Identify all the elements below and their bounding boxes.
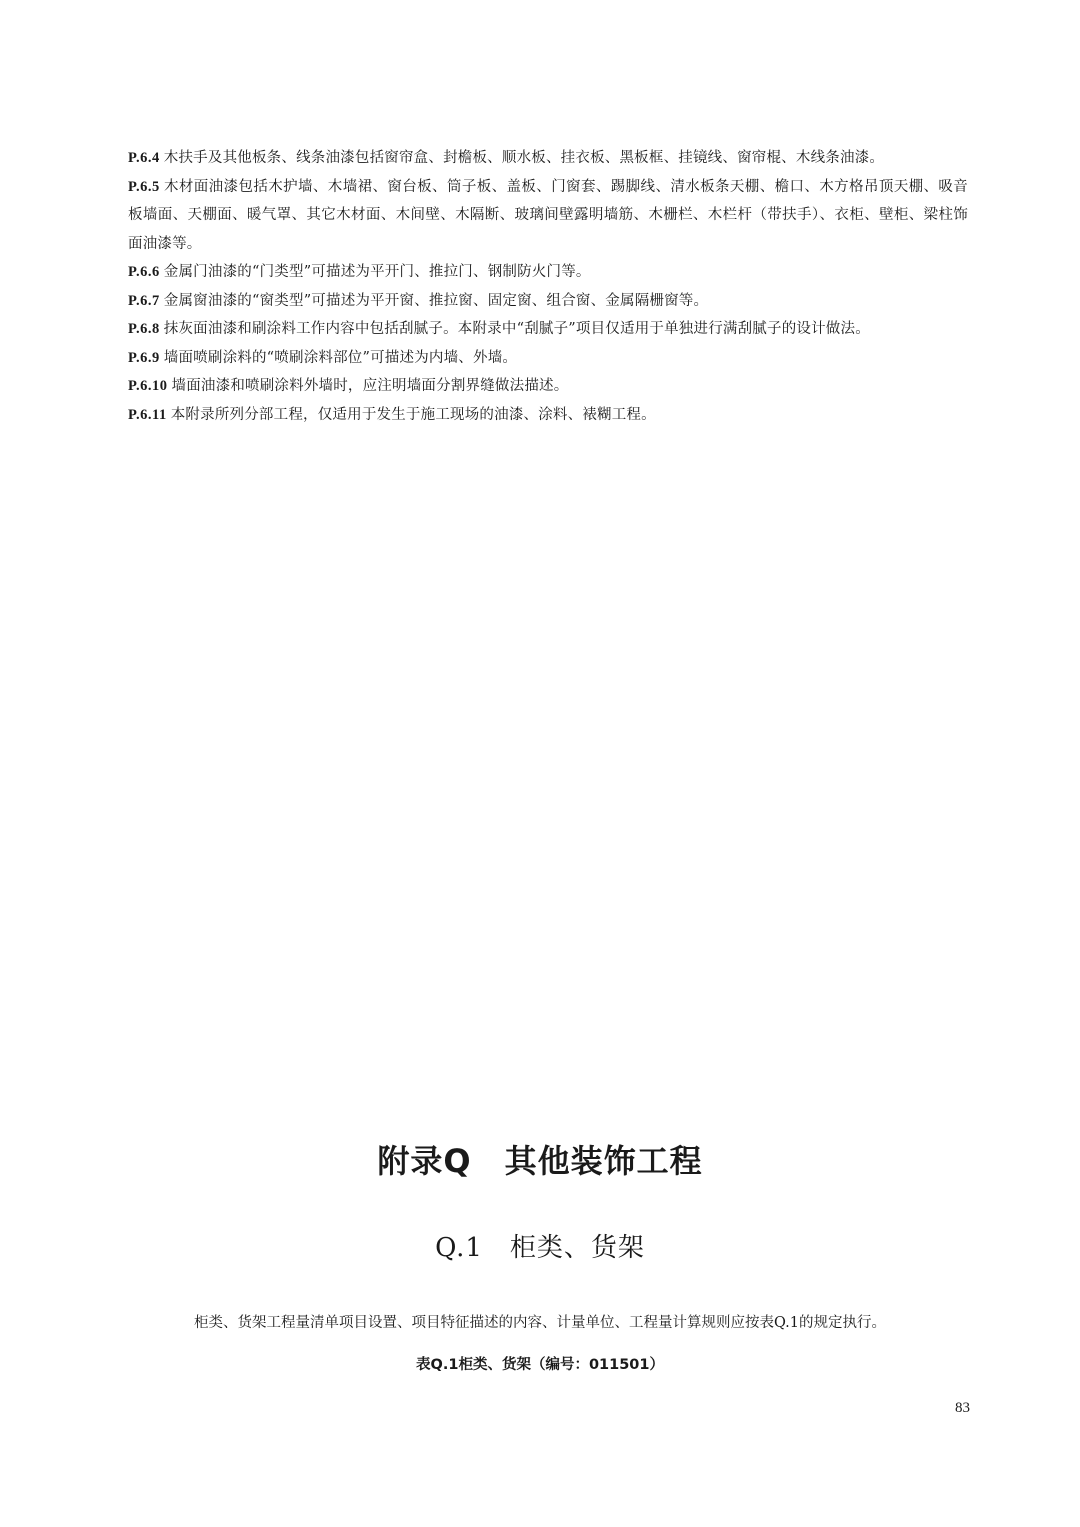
clause-text: 本附录所列分部工程，仅适用于发生于施工现场的油漆、涂料、裱糊工程。 (170, 406, 656, 423)
clause-text: 木材面油漆包括木护墙、木墙裙、窗台板、筒子板、盖板、门窗套、踢脚线、清水板条天棚、檐口、木方格吊顶天棚、吸音板墙面、天棚面、暖气罩、其它木材面、木间壁、木隔断、玻璃间壁露明墙筋、木栅栏、木栏杆（带扶手）、衣柜、壁柜、梁柱饰面油漆等。 (128, 178, 968, 252)
clause-p-6-10 (128, 372, 968, 401)
clause-p-6-11 (128, 401, 968, 430)
page-number: 83 (955, 1400, 970, 1416)
clause-p-6-9 (128, 344, 968, 373)
clause-number: P.6.10 (128, 378, 168, 394)
clause-list (128, 144, 968, 429)
clause-text: 墙面油漆和喷刷涂料外墙时，应注明墙面分割界缝做法描述。 (171, 378, 569, 394)
clause-number: P.6.9 (128, 349, 160, 366)
clause-p-6-7 (128, 287, 968, 316)
clause-number: P.6.4 (128, 150, 160, 166)
clause-text: 金属门油漆的“门类型”可描述为平开门、推拉门、钢制防火门等。 (163, 264, 591, 280)
clause-p-6-6 (128, 258, 968, 287)
clause-text: 墙面喷刷涂料的“喷刷涂料部位”可描述为内墙、外墙。 (163, 349, 518, 366)
clause-number: P.6.6 (128, 264, 160, 280)
clause-number: P.6.7 (128, 292, 160, 309)
table-caption: 表Q.1柜类、货架（编号：011501） (416, 1357, 664, 1373)
clause-number: P.6.8 (128, 321, 160, 337)
section-intro: 柜类、货架工程量清单项目设置、项目特征描述的内容、计量单位、工程量计算规则应按表Q.1的规定执行。 (194, 1315, 886, 1331)
clause-text: 木扶手及其他板条、线条油漆包括窗帘盒、封檐板、顺水板、挂衣板、黑板框、挂镜线、窗帘棍、木线条油漆。 (163, 150, 885, 166)
section-title: Q.1 柜类、货架 (435, 1233, 645, 1263)
clause-number: P.6.5 (128, 178, 160, 195)
appendix-title: 附录Q 其他装饰工程 (377, 1142, 703, 1180)
clause-number: P.6.11 (128, 406, 167, 423)
clause-text: 抹灰面油漆和刷涂料工作内容中包括刮腻子。本附录中“刮腻子”项目仅适用于单独进行满刮腻子的设计做法。 (163, 321, 870, 337)
clause-p-6-8 (128, 315, 968, 344)
clause-text: 金属窗油漆的“窗类型”可描述为平开窗、推拉窗、固定窗、组合窗、金属隔栅窗等。 (163, 292, 709, 309)
clause-p-6-4 (128, 144, 968, 173)
clause-p-6-5 (128, 173, 968, 259)
